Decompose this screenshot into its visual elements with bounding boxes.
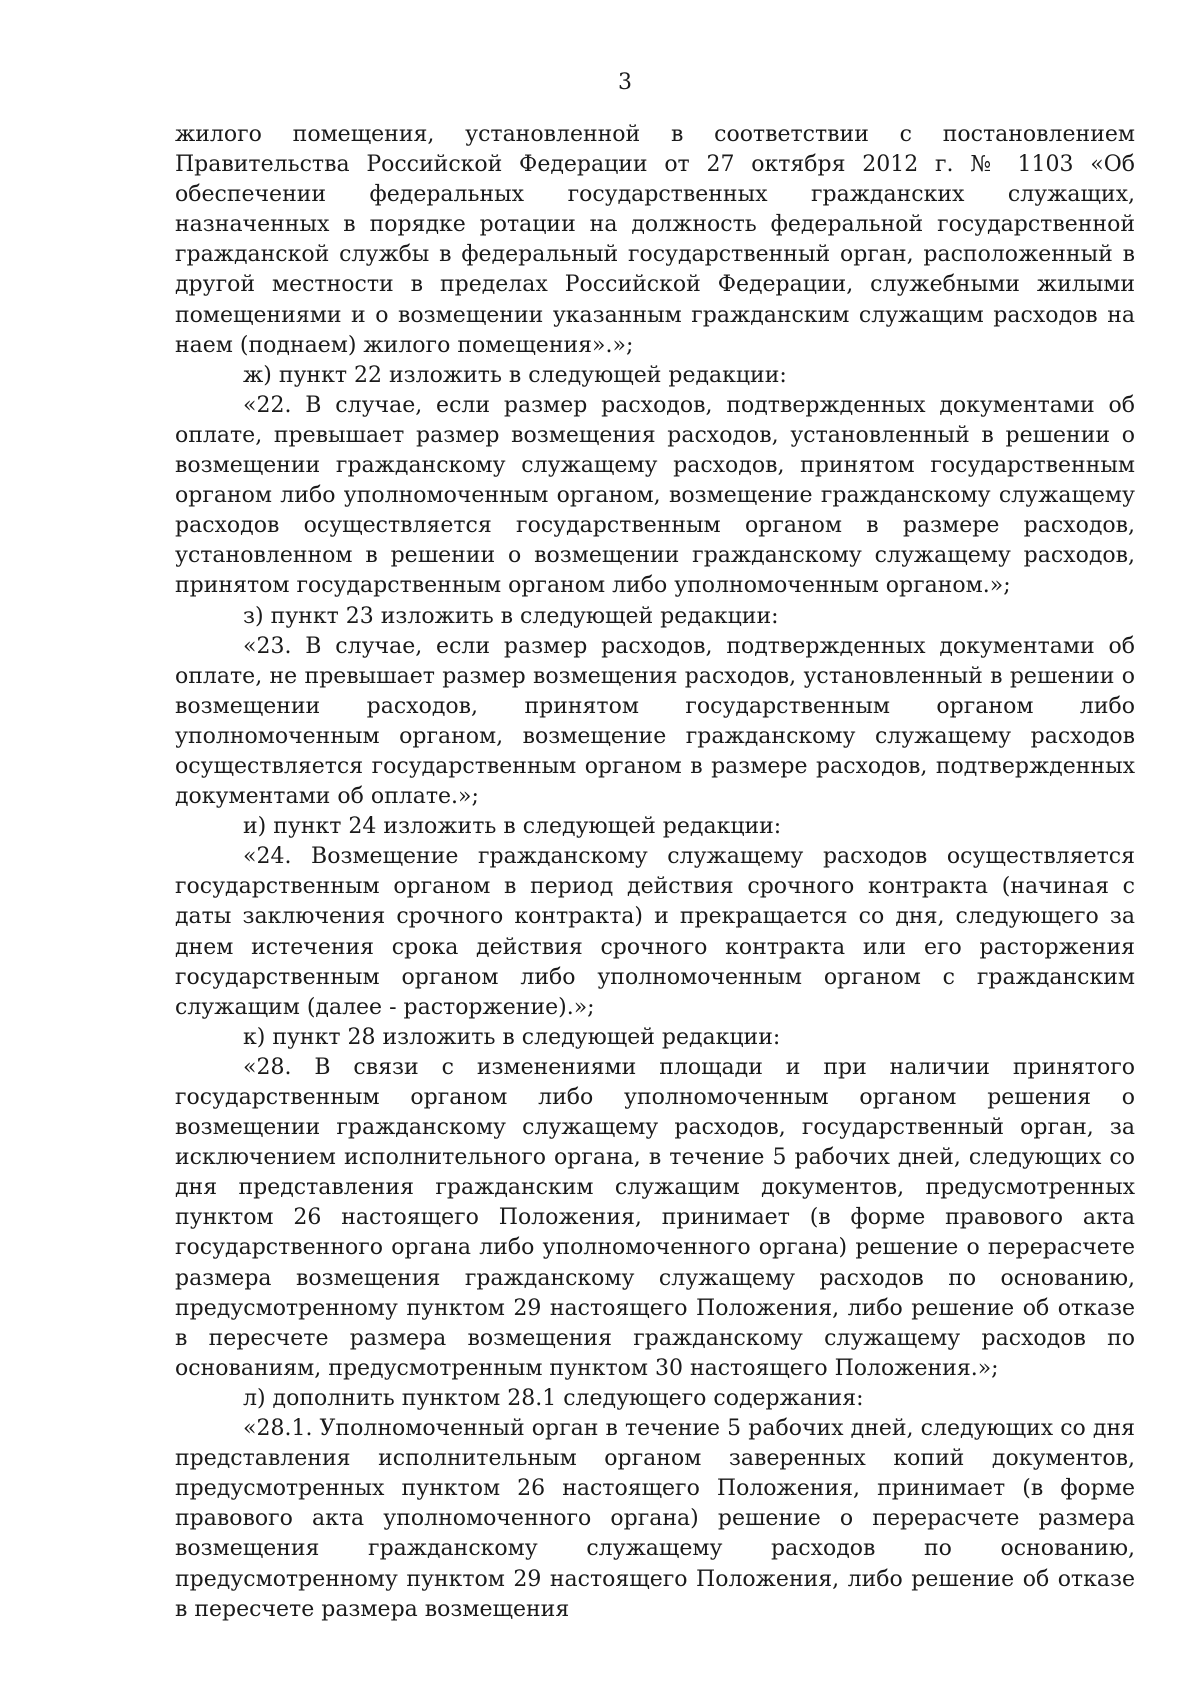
paragraph-item-l: л) дополнить пунктом 28.1 следующего содержания: — [243, 1385, 864, 1411]
paragraph-clause-23: «23. В случае, если размер расходов, подтвержденных документами об оплате, не превышает размер возмещения расходов, установленный в решении о возмещении расходов, принятом государственным органом либо уполномоченным органом, возмещение гражданскому служащему расходов осуществляется государственным органом в размере расходов, подтвержденных документами об оплате.»; — [175, 633, 1135, 810]
page-number: 3 — [618, 70, 632, 95]
paragraph-clause-28-1: «28.1. Уполномоченный орган в течение 5 рабочих дней, следующих со дня представления исполнительным органом заверенных копий документов, предусмотренных пунктом 26 настоящего Положения, принимает (в форме правового акта уполномоченного органа) решение о перерасчете размера возмещения гражданскому служащему расходов по основанию, предусмотренному пунктом 29 настоящего Положения, либо решение об отказе в пересчете размера возмещения — [175, 1416, 1135, 1622]
paragraph-clause-24: «24. Возмещение гражданскому служащему расходов осуществляется государственным органом в период действия срочного контракта (начиная с даты заключения срочного контракта) и прекращается со дня, следующего за днем истечения срока действия срочного контракта или его расторжения государственным органом либо уполномоченным органом с гражданским служащим (далее - расторжение).»; — [175, 844, 1135, 1020]
paragraph-item-k: к) пункт 28 изложить в следующей редакции: — [243, 1024, 781, 1050]
paragraph-clause-22: «22. В случае, если размер расходов, подтвержденных документами об оплате, превышает размер возмещения расходов, установленный в решении о возмещении гражданскому служащему расходов, принятом государственным органом либо уполномоченным органом, возмещение гражданскому служащему расходов осуществляется государственным органом в размере расходов, установленном в решении о возмещении гражданскому служащему расходов, принятом государственным органом либо уполномоченным органом.»; — [175, 392, 1135, 599]
paragraph-item-zh: ж) пункт 22 изложить в следующей редакции: — [243, 362, 787, 388]
paragraph-item-i: и) пункт 24 изложить в следующей редакции: — [243, 814, 782, 840]
paragraph-intro: жилого помещения, установленной в соответствии с постановлением Правительства Российской Федерации от 27 октября 2012 г. № 1103 «Об обеспечении федеральных государственных гражданских служащих, назначенных в порядке ротации на должность федеральной государственной гражданской службы в федеральный государственный орган, расположенный в другой местности в пределах Российской Федерации, служебными жилыми помещениями и о возмещении указанным гражданским служащим расходов на наем (поднаем) жилого помещения».»; — [175, 122, 1135, 358]
paragraph-item-z: з) пункт 23 изложить в следующей редакции: — [243, 603, 779, 629]
paragraph-clause-28: «28. В связи с изменениями площади и при наличии принятого государственным органом либо уполномоченным органом решения о возмещении гражданскому служащему расходов, государственный орган, за исключением исполнительного органа, в течение 5 рабочих дней, следующих со дня представления гражданским служащим документов, предусмотренных пунктом 26 настоящего Положения, принимает (в форме правового акта государственного органа либо уполномоченного органа) решение о перерасчете размера возмещения гражданскому служащему расходов по основанию, предусмотренному пунктом 29 настоящего Положения, либо решение об отказе в пересчете размера возмещения гражданскому служащему расходов по основаниям, предусмотренным пунктом 30 настоящего Положения.»; — [175, 1054, 1135, 1381]
document-body — [175, 120, 1135, 1625]
